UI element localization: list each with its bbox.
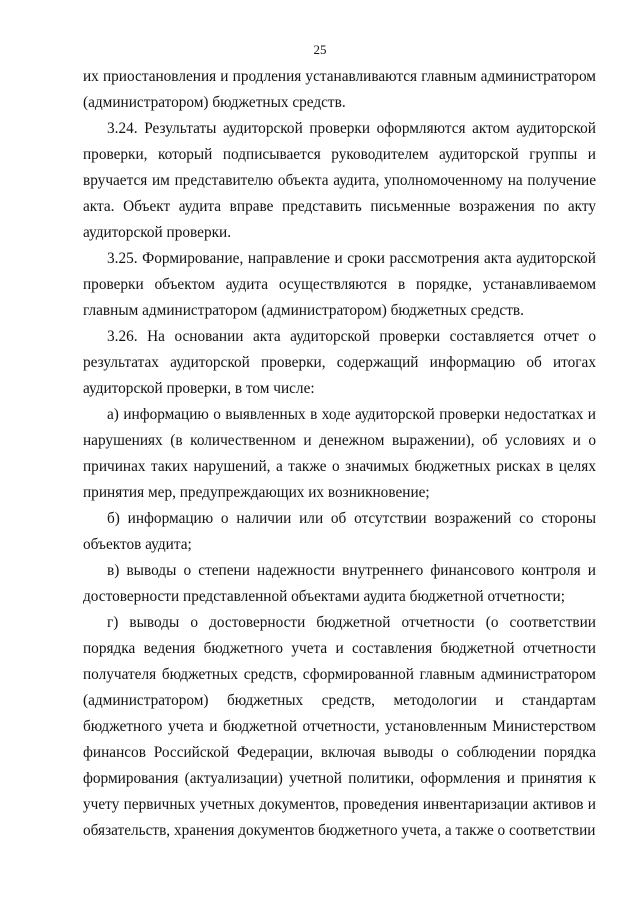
paragraph-continuation: их приостановления и продления устанавливаются главным администратором (администратором) бюджетных средств.: [83, 68, 596, 111]
document-body: [83, 64, 596, 844]
page-number: 25: [313, 42, 327, 57]
paragraph-3-26: 3.26. На основании акта аудиторской проверки составляется отчет о результатах аудиторской проверки, содержащий информацию об итогах аудиторской проверки, в том числе:: [83, 328, 596, 397]
list-item-g: г) выводы о достоверности бюджетной отчетности (о соответствии порядка ведения бюджетного учета и составления бюджетной отчетности получателя бюджетных средств, сформированной главным администратором (администратором) бюджетных средств, методологии и стандартам бюджетного учета и бюджетной отчетности, установленным Министерством финансов Российской Федерации, включая выводы о соблюдении порядка формирования (актуализации) учетной политики, оформления и принятия к учету первичных учетных документов, проведения инвентаризации активов и обязательств, хранения документов бюджетного учета, а также о соответствии: [83, 614, 596, 839]
list-item-b: б) информацию о наличии или об отсутствии возражений со стороны объектов аудита;: [83, 510, 596, 553]
paragraph-3-25: 3.25. Формирование, направление и сроки рассмотрения акта аудиторской проверки объектом аудита осуществляются в порядке, устанавливаемом главным администратором (администратором) бюджетных средств.: [83, 250, 596, 319]
paragraph-3-24: 3.24. Результаты аудиторской проверки оформляются актом аудиторской проверки, который подписывается руководителем аудиторской группы и вручается им представителю объекта аудита, уполномоченному на получение акта. Объект аудита вправе представить письменные возражения по акту аудиторской проверки.: [83, 120, 596, 241]
list-item-a: а) информацию о выявленных в ходе аудиторской проверки недостатках и нарушениях (в количественном и денежном выражении), об условиях и о причинах таких нарушений, а также о значимых бюджетных рисках в целях принятия мер, предупреждающих их возникновение;: [83, 406, 596, 501]
list-item-v: в) выводы о степени надежности внутреннего финансового контроля и достоверности представленной объектами аудита бюджетной отчетности;: [83, 562, 596, 605]
